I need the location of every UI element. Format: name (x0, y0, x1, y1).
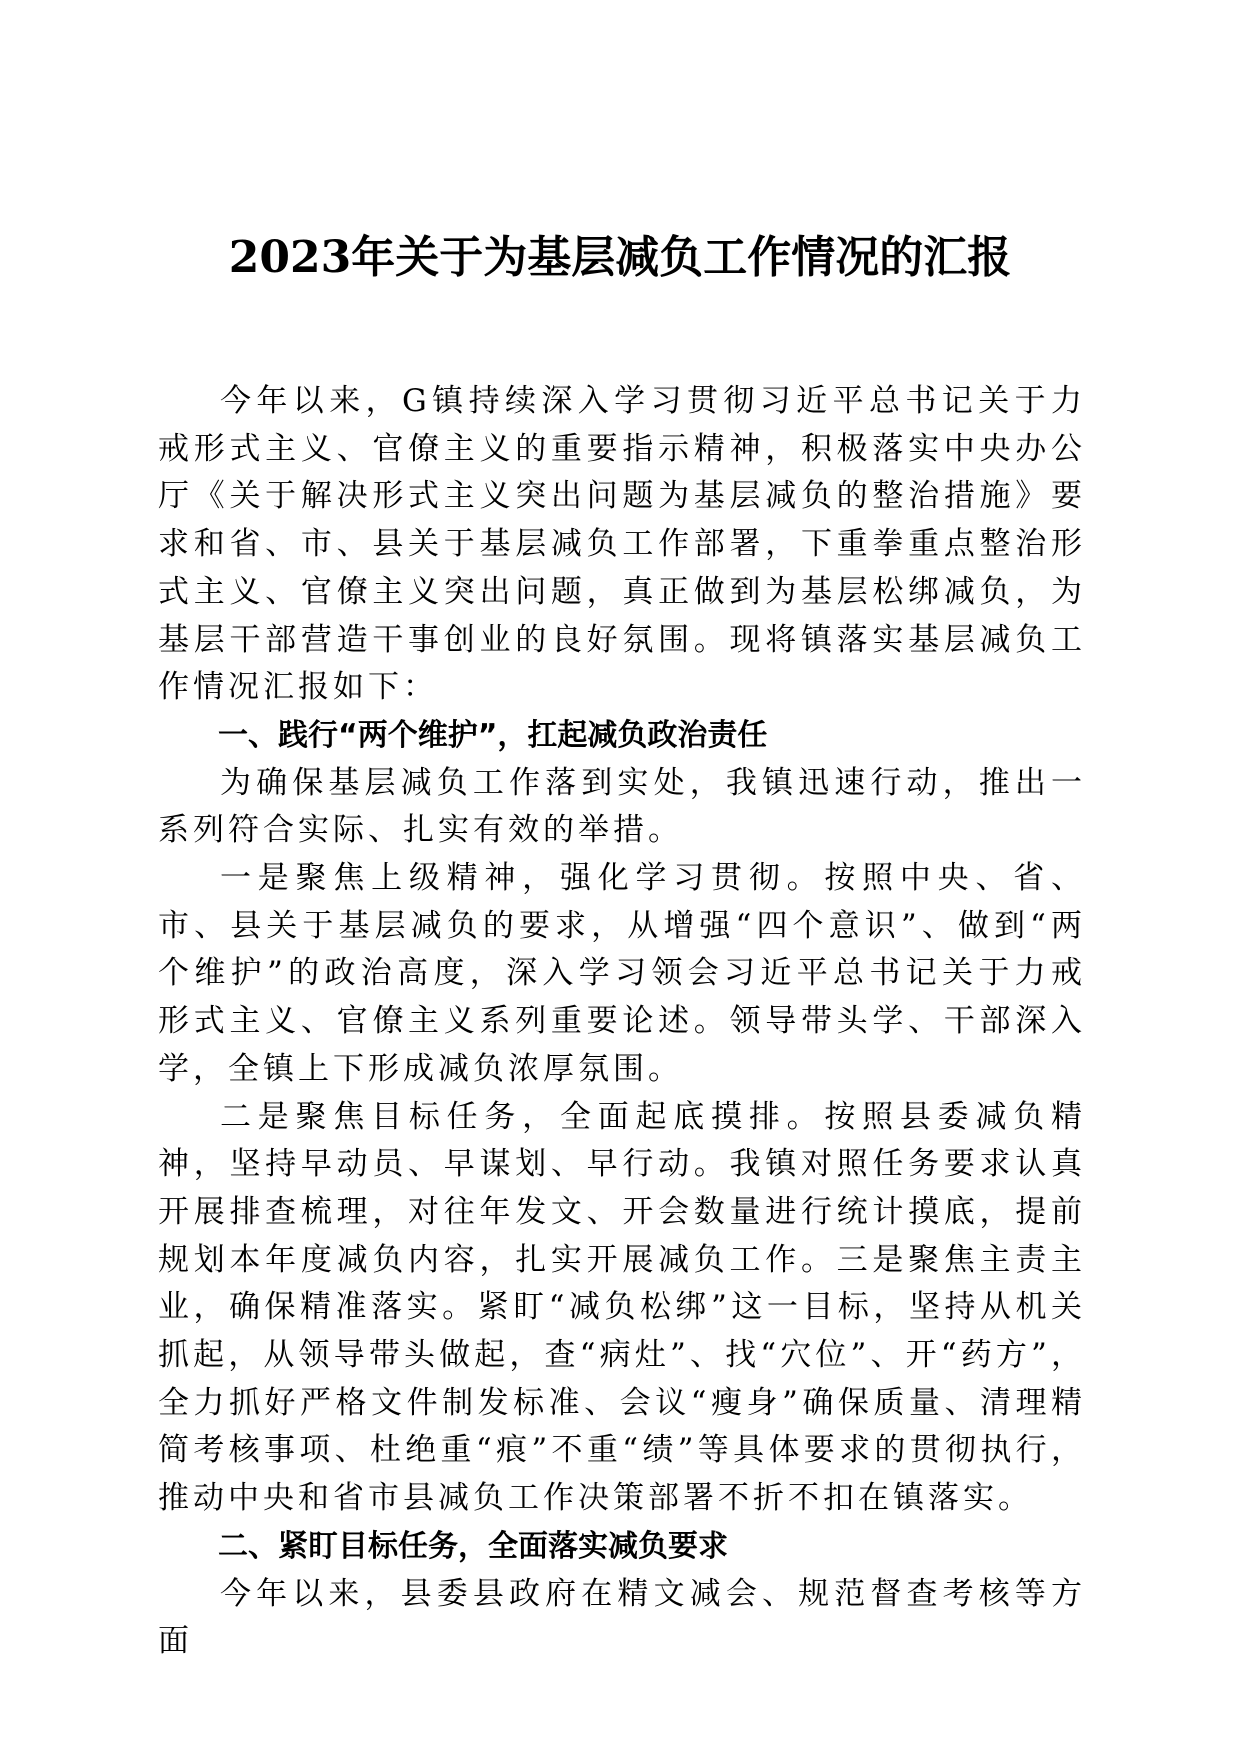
section-1-paragraph-2: 一是聚焦上级精神，强化学习贯彻。按照中央、省、市、县关于基层减负的要求，从增强“四个意识”、做到“两个维护”的政治高度，深入学习领会习近平总书记关于力戒形式主义、官僚主义系列重要论述。领导带头学、干部深入学，全镇上下形成减负浓厚氛围。 (158, 860, 1086, 1087)
section-1-paragraph-1: 为确保基层减负工作落到实处，我镇迅速行动，推出一系列符合实际、扎实有效的举措。 (158, 764, 1086, 849)
section-heading-2: 二、紧盯目标任务，全面落实减负要求 (218, 1528, 728, 1564)
section-heading-1: 一、践行“两个维护”，扛起减负政治责任 (218, 717, 768, 753)
intro-paragraph: 今年以来，G镇持续深入学习贯彻习近平总书记关于力戒形式主义、官僚主义的重要指示精神，积极落实中央办公厅《关于解决形式主义突出问题为基层减负的整治措施》要求和省、市、县关于基层减负工作部署，下重拳重点整治形式主义、官僚主义突出问题，真正做到为基层松绑减负，为基层干部营造干事创业的良好氛围。现将镇落实基层减负工作情况汇报如下： (158, 383, 1086, 706)
section-2-paragraph-1: 今年以来，县委县政府在精文减会、规范督查考核等方面 (158, 1575, 1086, 1660)
document-title: 2023年关于为基层减负工作情况的汇报 (228, 232, 1012, 283)
document-body (158, 378, 1086, 1666)
section-1-paragraph-3: 二是聚焦目标任务，全面起底摸排。按照县委减负精神，坚持早动员、早谋划、早行动。我镇对照任务要求认真开展排查梳理，对往年发文、开会数量进行统计摸底，提前规划本年度减负内容，扎实开展减负工作。三是聚焦主责主业，确保精准落实。紧盯“减负松绑”这一目标，坚持从机关抓起，从领导带头做起，查“病灶”、找“穴位”、开“药方”，全力抓好严格文件制发标准、会议“瘦身”确保质量、清理精简考核事项、杜绝重“痕”不重“绩”等具体要求的贯彻执行，推动中央和省市县减负工作决策部署不折不扣在镇落实。 (158, 1098, 1086, 1517)
